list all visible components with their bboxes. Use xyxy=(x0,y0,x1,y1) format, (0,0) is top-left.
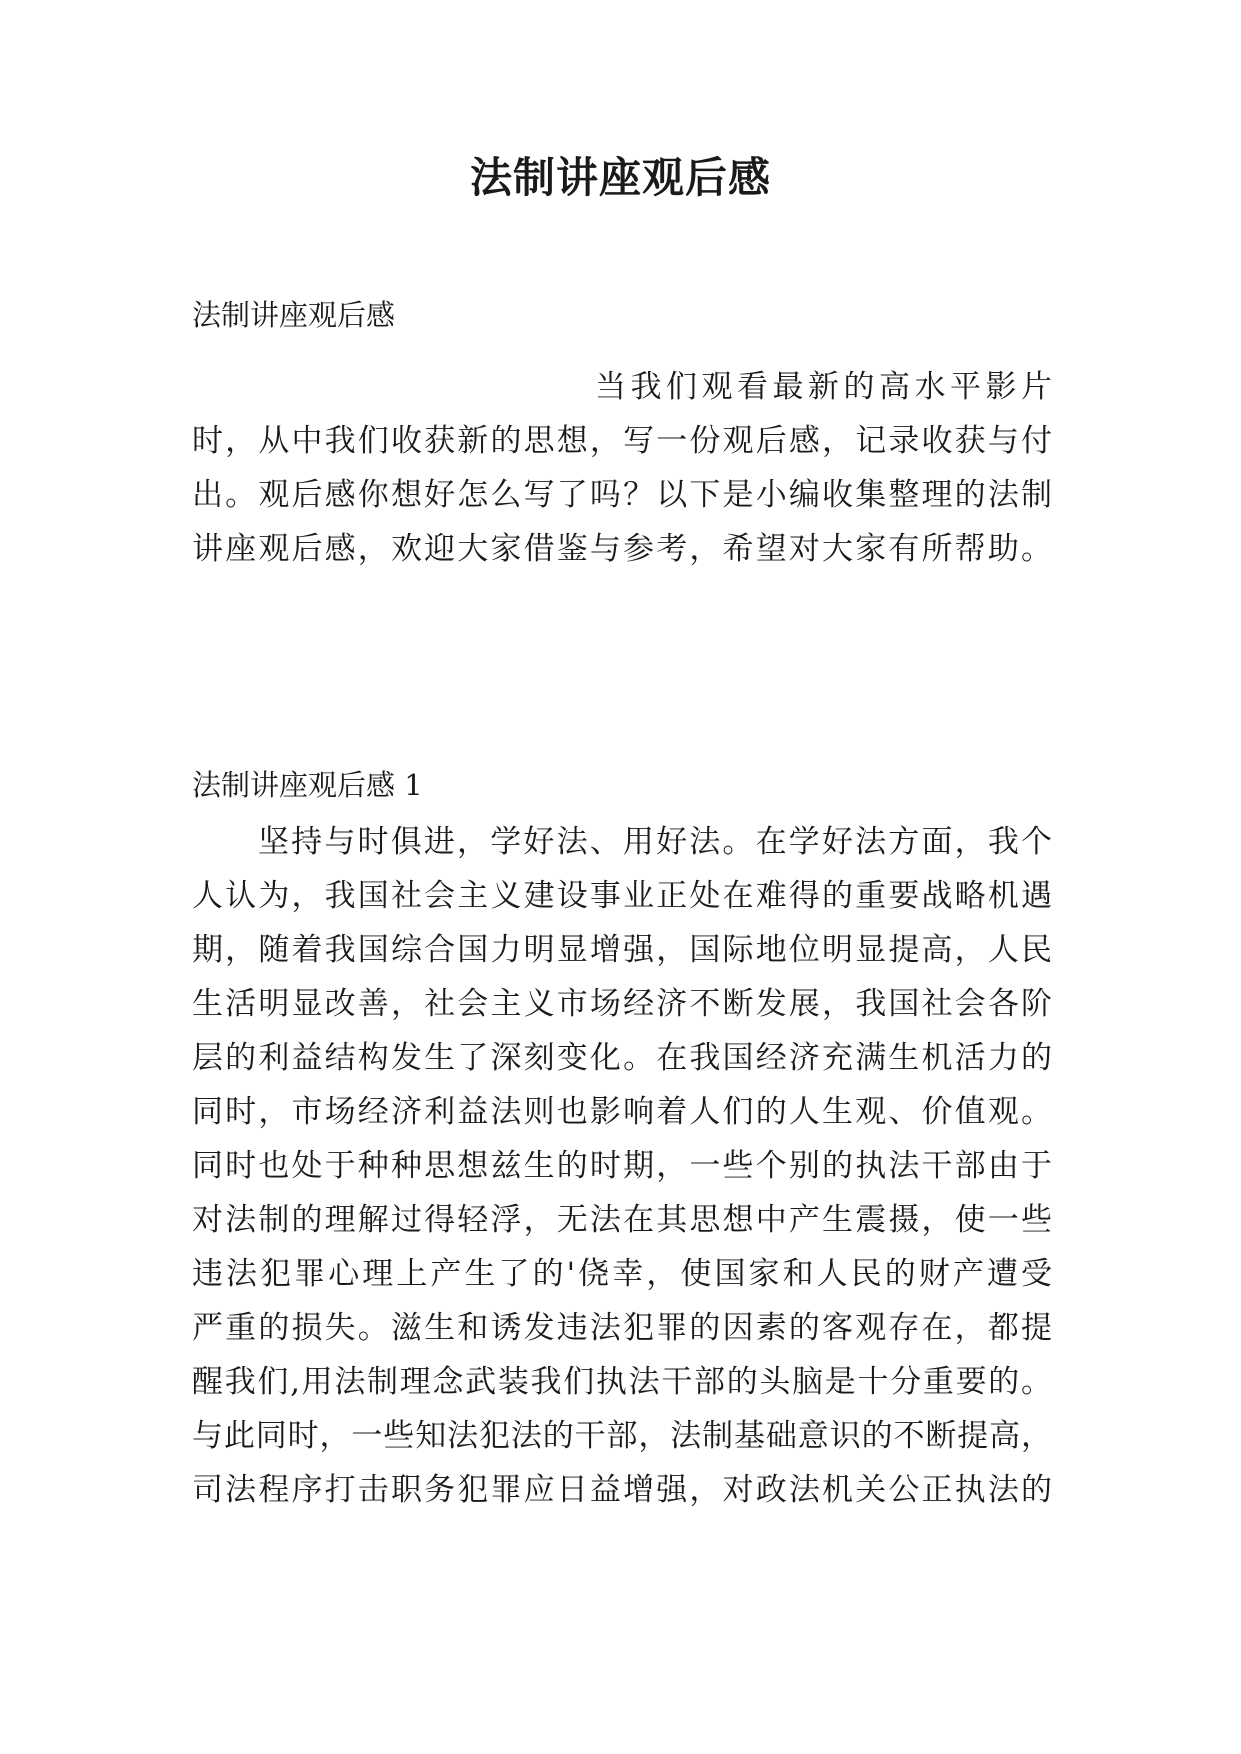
section-1-line: 醒我们,用法制理念武装我们执法干部的头脑是十分重要的。 xyxy=(192,1364,1052,1400)
intro-line: 当我们观看最新的高水平影片 xyxy=(595,369,1052,405)
intro-line: 讲座观后感，欢迎大家借鉴与参考，希望对大家有所帮助。 xyxy=(192,531,1052,567)
section-1-line: 人认为，我国社会主义建设事业正处在难得的重要战略机遇 xyxy=(192,878,1052,914)
section-1-line: 严重的损失。滋生和诱发违法犯罪的因素的客观存在，都提 xyxy=(192,1310,1052,1346)
intro-line: 出。观后感你想好怎么写了吗？以下是小编收集整理的法制 xyxy=(192,477,1052,513)
section-1-line: 同时，市场经济利益法则也影响着人们的人生观、价值观。 xyxy=(192,1094,1052,1130)
section-1-line: 坚持与时俱进，学好法、用好法。在学好法方面，我个 xyxy=(258,824,1052,860)
section-1-heading: 法制讲座观后感 1 xyxy=(192,768,423,802)
section-1-line: 期，随着我国综合国力明显增强，国际地位明显提高，人民 xyxy=(192,932,1052,968)
document-heading: 法制讲座观后感 xyxy=(192,298,396,332)
section-1-line: 层的利益结构发生了深刻变化。在我国经济充满生机活力的 xyxy=(192,1040,1052,1076)
section-1-line: 违法犯罪心理上产生了的'侥幸，使国家和人民的财产遭受 xyxy=(192,1256,1052,1292)
section-1-line: 同时也处于种种思想兹生的时期，一些个别的执法干部由于 xyxy=(192,1148,1052,1184)
section-1-line: 生活明显改善，社会主义市场经济不断发展，我国社会各阶 xyxy=(192,986,1052,1022)
intro-line: 时，从中我们收获新的思想，写一份观后感，记录收获与付 xyxy=(192,423,1052,459)
section-1-line: 司法程序打击职务犯罪应日益增强，对政法机关公正执法的 xyxy=(192,1472,1052,1508)
section-1-line: 对法制的理解过得轻浮，无法在其思想中产生震摄，使一些 xyxy=(192,1202,1052,1238)
section-1-line: 与此同时，一些知法犯法的干部，法制基础意识的不断提高， xyxy=(192,1418,1052,1454)
document-title: 法制讲座观后感 xyxy=(469,153,771,202)
